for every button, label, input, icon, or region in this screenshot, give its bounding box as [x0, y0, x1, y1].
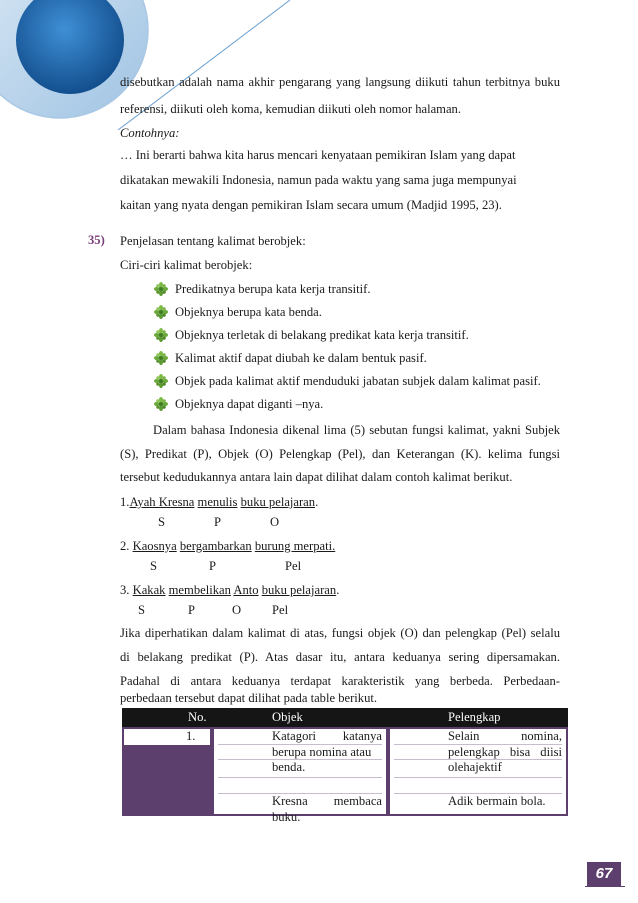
example-sentence-2: 2. Kaosnya bergambarkan burung merpati.	[120, 539, 336, 553]
comparison-table	[122, 708, 568, 824]
example-sentence-1: 1.Ayah Kresna menulis buku pelajaran.	[120, 495, 319, 509]
predicate-word: membelikan	[168, 583, 231, 597]
object-word: buku pelajaran	[240, 495, 316, 509]
complement-word: burung merpati.	[254, 539, 336, 553]
section-number: 35)	[88, 233, 105, 247]
table-cell-no: 1.	[124, 729, 210, 745]
paragraph-line: tersebut kedudukannya antara lain dapat dilihat dalam contoh kalimat berikut.	[120, 470, 513, 484]
predicate-word: menulis	[197, 495, 238, 509]
flower-bullet-icon	[154, 282, 168, 296]
flower-bullet-icon	[154, 328, 168, 342]
page-number: 67	[587, 862, 621, 886]
flower-bullet-icon	[154, 351, 168, 365]
table-header	[122, 708, 568, 727]
paragraph-line: Jika diperhatikan dalam kalimat di atas, fungsi objek (O) dan pelengkap (Pel) selalu	[120, 626, 560, 640]
predicate-word: bergambarkan	[179, 539, 252, 553]
function-label: S	[150, 559, 158, 573]
function-label: O	[232, 603, 242, 617]
paragraph-line: Padahal di antara keduanya terdapat karakteristik yang berbeda. Perbedaan-	[120, 674, 560, 688]
function-label: Pel	[272, 603, 289, 617]
paragraph-line: disebutkan adalah nama akhir pengarang yang langsung diikuti tahun terbitnya buku	[120, 75, 560, 89]
paragraph-line: perbedaan tersebut dapat dilihat pada table berikut.	[120, 691, 378, 705]
function-label: P	[188, 603, 196, 617]
header-pelengkap: Pelengkap	[448, 710, 501, 724]
header-objek: Objek	[272, 710, 303, 724]
function-label: P	[209, 559, 217, 573]
object-word: Anto	[233, 583, 259, 597]
subject-word: Ayah Kresna	[129, 495, 195, 509]
complement-word: buku pelajaran	[261, 583, 337, 597]
page-number-rule	[585, 886, 625, 887]
flower-bullet-icon	[154, 397, 168, 411]
function-label: Pel	[285, 559, 302, 573]
paragraph-line: referensi, diikuti oleh koma, kemudian diikuti oleh nomor halaman.	[120, 102, 461, 116]
flower-bullet-icon	[154, 374, 168, 388]
function-label: S	[138, 603, 146, 617]
quote-line: dikatakan mewakili Indonesia, namun pada waktu yang sama juga mempunyai	[120, 173, 517, 187]
quote-line: kaitan yang nyata dengan pemikiran Islam secara umum (Madjid 1995, 23).	[120, 198, 502, 212]
paragraph-line: di belakang predikat (P). Atas dasar itu, antara keduanya sering dipersamakan.	[120, 650, 560, 664]
example-sentence-3: 3. Kakak membelikan Anto buku pelajaran.	[120, 583, 340, 597]
paragraph-line: Dalam bahasa Indonesia dikenal lima (5) sebutan fungsi kalimat, yakni Subjek	[153, 423, 560, 437]
example-heading: Contohnya:	[120, 126, 180, 140]
function-label: S	[158, 515, 166, 529]
section-title: Penjelasan tentang kalimat berobjek:	[120, 234, 306, 248]
header-no: No.	[188, 710, 207, 724]
function-label: P	[214, 515, 222, 529]
flower-bullet-icon	[154, 305, 168, 319]
table-cell-pelengkap: Selain nomina, pelengkap bisa diisi olehajektif Adik bermain bola.	[390, 729, 566, 814]
table-cell-objek: Katagori katanya berupa nomina atau benda. Kresna membaca buku.	[214, 729, 386, 814]
subject-word: Kakak	[132, 583, 166, 597]
quote-line: … Ini berarti bahwa kita harus mencari kenyataan pemikiran Islam yang dapat	[120, 148, 516, 162]
paragraph-line: (S), Predikat (P), Objek (O) Pelengkap (Pel), dan Keterangan (K). kelima fungsi	[120, 447, 560, 461]
section-subtitle: Ciri-ciri kalimat berobjek:	[120, 258, 253, 272]
function-label: O	[270, 515, 280, 529]
subject-word: Kaosnya	[132, 539, 177, 553]
